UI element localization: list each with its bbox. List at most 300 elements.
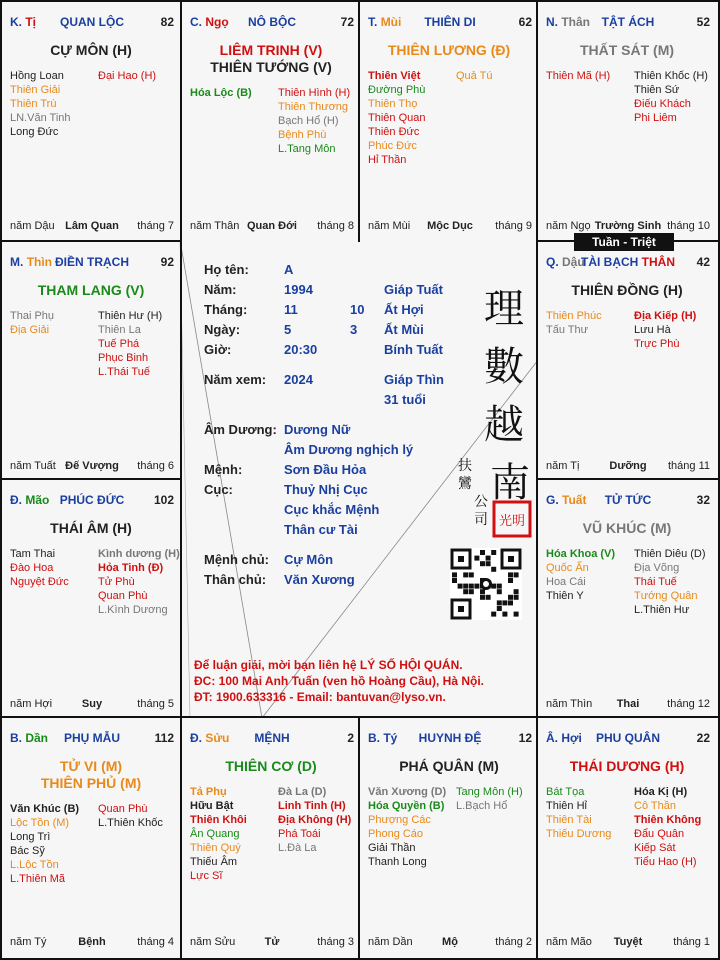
minor-star: Thai Phụ	[10, 310, 55, 322]
qr-finder-dot	[458, 556, 464, 562]
palace-p-a-hoi[interactable]	[538, 718, 716, 956]
footer-year: năm Sửu	[190, 936, 236, 948]
branch-name: Tị	[25, 15, 37, 29]
footer-month: tháng 7	[137, 220, 174, 232]
main-star: TỬ VI (M)	[59, 758, 123, 774]
branch-prefix: Q.	[546, 255, 559, 269]
branch-name: Mùi	[380, 15, 402, 29]
palace-score: 42	[696, 255, 710, 269]
branch-prefix: K.	[10, 15, 22, 29]
main-stars	[2, 758, 180, 792]
qr-cell	[497, 584, 502, 589]
branch-prefix: B.	[368, 731, 380, 745]
branch-name: Thìn	[26, 255, 53, 269]
qr-center-logo-inner	[483, 581, 489, 587]
palace-p-m-thin[interactable]	[2, 242, 180, 480]
minor-star: Thiên Phúc	[546, 310, 602, 322]
qr-cell	[480, 595, 485, 600]
palace-p-g-tuat[interactable]	[538, 480, 716, 718]
than-marker: THÂN	[641, 255, 675, 269]
amduong-note: Âm Dương nghịch lý	[284, 442, 414, 457]
minor-star: Thiên Khôi	[190, 814, 247, 826]
minor-star: Tả Phụ	[190, 786, 227, 798]
view-year-can: Giáp Thìn	[384, 372, 444, 387]
minor-stars-right	[634, 69, 714, 125]
contact-line-2: ĐC: 100 Mai Anh Tuấn (ven hồ Hoàng Cầu), Hà Nội.	[194, 674, 485, 688]
menh-chu-label: Mệnh chủ:	[204, 552, 269, 567]
small-char: 鸞	[458, 476, 472, 492]
minor-star: Phi Liêm	[634, 112, 677, 124]
palace-score: 22	[696, 731, 710, 745]
hour-label: Giờ:	[204, 342, 232, 357]
footer-stage: Bệnh	[78, 936, 106, 948]
hour-value: 20:30	[284, 342, 318, 357]
minor-star: Hỏa Tinh (Đ)	[98, 562, 164, 574]
main-star: THIÊN PHỦ (M)	[40, 775, 142, 791]
footer-month: tháng 4	[137, 936, 174, 948]
palace-p-c-ngo[interactable]	[182, 2, 360, 240]
minor-star: Hóa Quyền (B)	[368, 800, 445, 812]
qr-cell	[514, 612, 519, 617]
day-can: Ất Mùi	[384, 322, 424, 337]
palace-header	[190, 15, 354, 29]
minor-star: Giải Thần	[368, 842, 416, 854]
view-year-label: Năm xem:	[204, 372, 267, 387]
minor-star: L.Thiên Mã	[10, 873, 66, 885]
minor-stars-left	[368, 69, 454, 167]
palace-p-t-mui[interactable]	[360, 2, 538, 240]
footer-year: năm Tuất	[10, 460, 56, 472]
minor-stars-left	[10, 802, 96, 886]
age-value: 31 tuổi	[384, 392, 426, 407]
qr-cell	[502, 612, 507, 617]
minor-star: Phục Binh	[98, 352, 149, 364]
qr-cell	[508, 595, 513, 600]
tuan-triet-badge: Tuần - Triệt	[574, 233, 674, 251]
minor-stars-right	[634, 785, 714, 869]
minor-star: Long Đức	[10, 126, 59, 138]
palace-name: TỬ TỨC	[604, 493, 652, 507]
palace-header	[368, 15, 532, 29]
palace-p-d-mao[interactable]	[2, 480, 180, 718]
minor-star: Địa Không (H)	[278, 814, 352, 826]
minor-star: Thái Tuế	[634, 576, 677, 588]
qr-cell	[502, 600, 507, 605]
qr-cell	[514, 589, 519, 594]
minor-star: Địa Võng	[634, 562, 680, 574]
minor-stars-right	[98, 547, 178, 617]
branch-name: Sửu	[205, 731, 230, 745]
minor-star: Thiếu Âm	[190, 856, 238, 868]
minor-star: Điếu Khách	[634, 98, 691, 110]
minor-star: Ân Quang	[190, 828, 240, 840]
main-stars	[2, 520, 180, 537]
minor-stars-left	[10, 69, 96, 139]
minor-star: Trực Phù	[634, 338, 680, 350]
minor-star: Tấu Thư	[546, 324, 589, 336]
minor-star: L.Thiên Khốc	[98, 817, 163, 829]
minor-star: Đào Hoa	[10, 562, 54, 574]
palace-p-d-suu[interactable]	[182, 718, 360, 956]
minor-star: Quả Tú	[456, 70, 493, 82]
minor-star: Thiên Thọ	[368, 98, 418, 110]
contact-line-3: ĐT: 1900.633316 - Email: bantuvan@lyso.vn.	[194, 690, 446, 704]
cuc-value: Thuỷ Nhị Cục	[284, 482, 368, 497]
amduong-label: Âm Dương:	[204, 422, 277, 437]
palace-p-b-dan[interactable]	[2, 718, 180, 956]
month-can: Ất Hợi	[384, 302, 424, 317]
minor-star: Linh Tinh (H)	[278, 800, 346, 812]
cuc-label: Cục:	[204, 482, 233, 497]
qr-cell	[508, 600, 513, 605]
minor-stars-left	[546, 547, 632, 603]
qr-cell	[480, 561, 485, 566]
minor-star: Thiên Hỉ	[546, 800, 587, 812]
footer-stage: Mộ	[442, 936, 458, 948]
main-star: PHÁ QUÂN (M)	[399, 758, 499, 774]
palace-score: 72	[340, 15, 354, 29]
minor-star: Thiên Không	[634, 814, 702, 826]
main-star: VŨ KHÚC (M)	[582, 520, 672, 536]
footer-stage: Suy	[81, 698, 103, 710]
qr-cell	[491, 550, 496, 555]
calligraphy-char: 越	[484, 402, 524, 448]
minor-star: LN.Văn Tinh	[10, 112, 71, 124]
palace-name: ĐIỀN TRẠCH	[55, 255, 129, 269]
year-label: Năm:	[204, 282, 237, 297]
footer-stage: Tử	[264, 936, 280, 948]
qr-cell	[469, 572, 474, 577]
palace-header	[10, 255, 174, 269]
qr-cell	[514, 572, 519, 577]
than-cu-note: Thân cư Tài	[284, 522, 358, 537]
minor-star: Quan Phù	[98, 590, 148, 602]
minor-stars-right	[456, 785, 536, 813]
seal-text: 光明	[498, 514, 526, 529]
minor-stars-right	[98, 69, 178, 83]
minor-star: Đại Hao (H)	[98, 70, 157, 82]
minor-star: Thiên Quan	[368, 112, 426, 124]
qr-finder-dot	[458, 606, 464, 612]
minor-star: Tướng Quân	[634, 590, 698, 602]
qr-cell	[463, 589, 468, 594]
main-star: THIÊN LƯƠNG (Đ)	[387, 42, 511, 58]
minor-star: Nguyệt Đức	[10, 576, 69, 588]
footer-month: tháng 8	[317, 220, 354, 232]
footer-stage: Đế Vượng	[65, 460, 119, 472]
day-value: 5	[284, 322, 292, 337]
main-star: THÁI ÂM (H)	[50, 520, 132, 536]
branch-name: Dần	[25, 731, 49, 745]
palace-header	[546, 255, 710, 269]
footer-year: năm Dần	[368, 936, 413, 948]
palace-p-b-ty[interactable]	[360, 718, 538, 956]
minor-star: Bệnh Phù	[278, 129, 327, 141]
than-chu-value: Văn Xương	[284, 572, 355, 587]
main-stars	[2, 282, 180, 299]
palace-score: 82	[160, 15, 174, 29]
qr-cell	[508, 572, 513, 577]
minor-star: Thiên Khốc (H)	[634, 70, 708, 82]
palace-header	[190, 731, 354, 745]
qr-cell	[497, 606, 502, 611]
main-star: THÁI DƯƠNG (H)	[569, 758, 685, 774]
footer-year: năm Thìn	[546, 698, 593, 710]
day-lunar: 3	[350, 322, 358, 337]
minor-star: Tam Thai	[10, 548, 56, 560]
branch-prefix: B.	[10, 731, 22, 745]
minor-star: Cô Thần	[634, 800, 676, 812]
qr-cell	[486, 561, 491, 566]
qr-cell	[486, 595, 491, 600]
minor-stars-right	[98, 802, 178, 830]
minor-stars-left	[190, 86, 276, 100]
main-stars	[2, 42, 180, 59]
minor-star: Thiên Mã (H)	[546, 70, 611, 82]
name-label: Họ tên:	[204, 262, 249, 277]
minor-star: Lực Sĩ	[190, 870, 223, 882]
qr-finder-dot	[508, 556, 514, 562]
minor-stars-right	[278, 86, 358, 156]
footer-month: tháng 5	[137, 698, 174, 710]
main-star: THẤT SÁT (M)	[579, 42, 675, 58]
qr-cell	[486, 556, 491, 561]
footer-year: năm Mùi	[368, 220, 411, 232]
cuc-note: Cục khắc Mệnh	[284, 502, 380, 517]
than-chu-label: Thân chủ:	[204, 572, 267, 587]
minor-stars-left	[10, 309, 96, 337]
minor-stars-right	[634, 309, 714, 351]
amduong-value: Dương Nữ	[284, 422, 351, 437]
month-label: Tháng:	[204, 302, 248, 317]
minor-star: Tuế Phá	[98, 338, 140, 350]
minor-star: Thanh Long	[368, 856, 427, 868]
footer-month: tháng 6	[137, 460, 174, 472]
footer-year: năm Hợi	[10, 698, 53, 710]
minor-star: Kình dương (H)	[98, 548, 180, 560]
footer-stage: Tuyệt	[613, 936, 643, 948]
minor-stars-left	[546, 309, 632, 337]
minor-star: Hóa Khoa (V)	[546, 548, 616, 560]
minor-stars-left	[546, 69, 632, 83]
branch-prefix: M.	[10, 255, 24, 269]
footer-month: tháng 3	[317, 936, 354, 948]
qr-cell	[469, 584, 474, 589]
minor-star: Tang Môn (H)	[456, 786, 523, 798]
branch-prefix: Đ.	[190, 731, 202, 745]
small-char: 公	[474, 494, 488, 510]
qr-cell	[480, 550, 485, 555]
minor-star: L.Kình Dương	[98, 604, 168, 616]
palace-header	[368, 731, 532, 745]
qr-cell	[480, 589, 485, 594]
palace-score: 52	[696, 15, 710, 29]
branch-name: Hợi	[561, 731, 582, 745]
palace-header	[10, 493, 174, 507]
minor-stars-right	[98, 309, 178, 379]
minor-star: Hóa Lộc (B)	[190, 87, 252, 99]
minor-star: Bát Tọa	[546, 786, 585, 798]
minor-star: Hỉ Thần	[368, 154, 407, 166]
palace-name: TÀI BẠCH THÂN	[581, 255, 675, 269]
footer-month: tháng 1	[673, 936, 710, 948]
main-stars	[360, 42, 538, 59]
minor-star: Bạch Hổ (H)	[278, 115, 339, 127]
branch-name: Tý	[383, 731, 398, 745]
small-char: 扶	[458, 458, 472, 474]
palace-score: 112	[154, 731, 174, 745]
qr-cell	[463, 572, 468, 577]
palace-name: PHU QUÂN	[595, 731, 660, 745]
minor-star: Long Trì	[10, 831, 51, 843]
minor-star: Phượng Các	[368, 814, 431, 826]
year-can: Giáp Tuất	[384, 282, 443, 297]
palace-header	[546, 493, 710, 507]
center-info	[180, 240, 538, 718]
footer-month: tháng 10	[667, 220, 710, 232]
qr-cell	[463, 584, 468, 589]
main-stars	[538, 758, 716, 775]
footer-year: năm Dậu	[10, 220, 55, 232]
minor-star: Văn Xương (D)	[368, 786, 447, 798]
minor-star: L.Thái Tuế	[98, 366, 150, 378]
calligraphy-char: 南	[490, 460, 530, 506]
qr-cell	[508, 578, 513, 583]
footer-month: tháng 11	[667, 460, 710, 472]
minor-star: L.Bạch Hổ	[456, 800, 508, 812]
footer-year: năm Mão	[546, 936, 592, 948]
menh-chu-value: Cự Môn	[284, 552, 334, 567]
qr-cell	[474, 556, 479, 561]
main-star: LIÊM TRINH (V)	[219, 42, 323, 58]
minor-star: L.Tang Môn	[278, 143, 336, 155]
minor-stars-left	[10, 547, 96, 589]
minor-star: Thiên Việt	[368, 70, 421, 82]
minor-star: Đường Phù	[368, 84, 426, 96]
palace-name: THIÊN DI	[424, 15, 476, 29]
palace-score: 92	[160, 255, 174, 269]
footer-year: năm Tị	[546, 460, 580, 472]
qr-cell	[497, 589, 502, 594]
minor-star: L.Lộc Tồn	[10, 859, 59, 871]
minor-stars-left	[546, 785, 632, 841]
footer-stage: Thai	[616, 698, 640, 710]
footer-stage: Dưỡng	[609, 460, 647, 472]
minor-star: Địa Kiếp (H)	[634, 310, 697, 322]
menh-label: Mệnh:	[204, 462, 243, 477]
minor-star: Kiếp Sát	[634, 842, 676, 854]
palace-name: QUAN LỘC	[60, 15, 124, 29]
minor-star: Văn Khúc (B)	[10, 803, 80, 815]
minor-star: Thiên Hư (H)	[98, 310, 163, 322]
minor-star: Hoa Cái	[546, 576, 586, 588]
minor-star: Thiên Diêu (D)	[634, 548, 706, 560]
footer-stage: Trường Sinh	[594, 220, 662, 232]
hour-can: Bính Tuất	[384, 342, 443, 357]
branch-name: Ngọ	[205, 15, 229, 29]
branch-prefix: Đ.	[10, 493, 22, 507]
main-stars	[538, 282, 716, 299]
main-star: THIÊN TƯỚNG (V)	[210, 59, 332, 75]
minor-star: L.Thiên Hư	[634, 604, 690, 616]
footer-month: tháng 9	[495, 220, 532, 232]
qr-cell	[491, 612, 496, 617]
palace-name: PHỤ MẪU	[64, 731, 120, 745]
minor-star: Thiên Trù	[10, 98, 57, 110]
palace-p-q-dau[interactable]	[538, 242, 716, 480]
minor-star: Phong Cáo	[368, 828, 424, 840]
month-lunar: 10	[350, 302, 365, 317]
small-char: 司	[474, 512, 488, 528]
main-star: THIÊN ĐỒNG (H)	[571, 282, 683, 298]
main-stars	[538, 42, 716, 59]
palace-p-k-ti[interactable]	[2, 2, 180, 240]
qr-cell	[497, 600, 502, 605]
minor-star: Lộc Tồn (M)	[10, 817, 70, 829]
minor-star: Bác Sỹ	[10, 845, 45, 857]
contact-line-1: Để luận giải, mời bạn liên hệ LÝ SỐ HỘI QUÁN.	[194, 658, 463, 672]
main-stars	[182, 42, 360, 76]
minor-star: Thiên Quý	[190, 842, 241, 854]
palace-score: 62	[518, 15, 532, 29]
calligraphy-char: 理	[484, 286, 524, 332]
footer-stage: Quan Đới	[247, 220, 297, 232]
qr-cell	[469, 589, 474, 594]
main-star: CỰ MÔN (H)	[50, 42, 132, 58]
minor-star: Đẩu Quân	[634, 828, 685, 840]
minor-star: Thiên La	[98, 324, 141, 336]
branch-name: Thân	[561, 15, 591, 29]
footer-year: năm Thân	[190, 220, 240, 232]
qr-code[interactable]	[450, 548, 522, 620]
palace-score: 32	[696, 493, 710, 507]
menh-value: Sơn Đầu Hỏa	[284, 462, 367, 477]
palace-p-n-than[interactable]	[538, 2, 716, 240]
footer-month: tháng 2	[495, 936, 532, 948]
palace-name: MỆNH	[254, 731, 290, 745]
branch-prefix: N.	[546, 15, 558, 29]
palace-score: 2	[347, 731, 354, 745]
minor-star: Đà La (D)	[278, 786, 327, 798]
qr-cell	[452, 578, 457, 583]
qr-cell	[474, 584, 479, 589]
qr-cell	[514, 595, 519, 600]
footer-year: năm Tý	[10, 936, 47, 948]
branch-prefix: C.	[190, 15, 202, 29]
footer-year: năm Ngọ	[546, 220, 591, 232]
minor-star: Thiên Y	[546, 590, 584, 602]
palace-header	[10, 731, 174, 745]
palace-name: TẬT ÁCH	[601, 15, 655, 29]
minor-star: Lưu Hà	[634, 324, 671, 336]
minor-stars-right	[456, 69, 536, 83]
palace-name: NÔ BỘC	[248, 15, 296, 29]
minor-star: Hồng Loan	[10, 70, 64, 82]
minor-star: Địa Giải	[10, 324, 50, 336]
minor-star: Thiên Sứ	[634, 84, 680, 96]
minor-star: Phá Toái	[278, 828, 321, 840]
minor-star: Quan Phù	[98, 803, 148, 815]
minor-star: Tử Phù	[98, 576, 135, 588]
qr-cell	[491, 567, 496, 572]
minor-star: Phúc Đức	[368, 140, 417, 152]
month-value: 11	[284, 302, 298, 317]
palace-score: 102	[153, 493, 174, 507]
footer-stage: Lâm Quan	[65, 220, 119, 232]
branch-prefix: T.	[368, 15, 378, 29]
minor-star: Thiên Hình (H)	[278, 87, 351, 99]
palace-header	[546, 731, 710, 745]
